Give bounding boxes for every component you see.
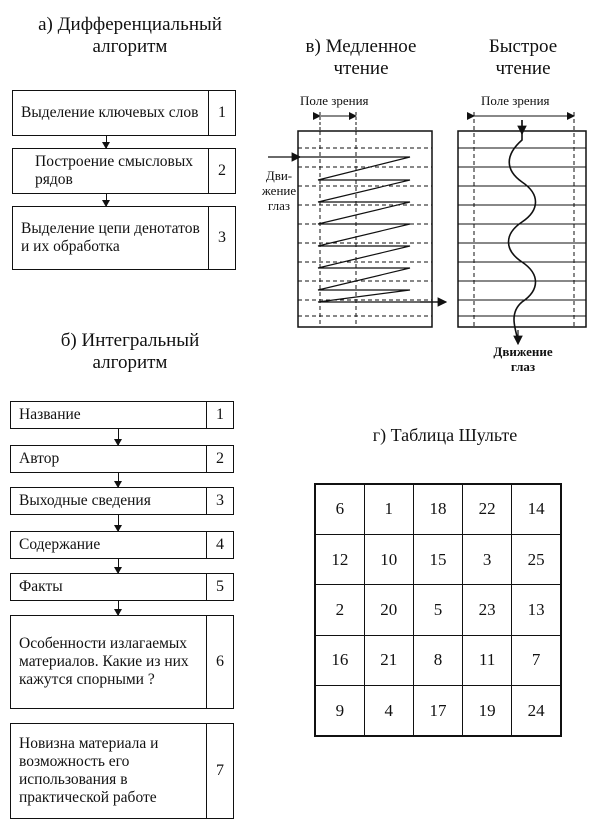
fast-eye-line1: Движение <box>493 344 553 359</box>
schulte-cell: 2 <box>315 585 364 635</box>
diff-step-1-num: 1 <box>208 91 235 135</box>
diff-step-3-text: Выделение цепи денотатов и их обработка <box>21 220 200 255</box>
slow-eye-line2: жение <box>261 183 297 198</box>
schulte-cell: 12 <box>315 534 364 584</box>
fast-title-line1: Быстрое <box>488 36 558 57</box>
schulte-table-body <box>315 484 561 736</box>
schulte-cell: 21 <box>364 635 413 685</box>
fast-reading-page <box>458 112 586 344</box>
schulte-table <box>314 483 562 737</box>
int-step-5-text: Факты <box>19 578 63 595</box>
schulte-cell: 5 <box>413 585 462 635</box>
schulte-cell: 11 <box>463 635 512 685</box>
diff-title-line1: а) Дифференциальный <box>38 14 222 35</box>
schulte-cell: 6 <box>315 484 364 534</box>
schulte-row <box>315 585 561 635</box>
schulte-cell: 24 <box>512 686 561 736</box>
fast-field-of-view-label: Поле зрения <box>481 93 550 108</box>
slow-title-line2: чтение <box>333 58 389 79</box>
int-step-6-text: Особенности излагаемых материалов. Какие из них кажутся спорными ? <box>19 635 189 688</box>
schulte-cell: 22 <box>463 484 512 534</box>
slow-reading-page <box>268 112 446 327</box>
schulte-cell: 10 <box>364 534 413 584</box>
int-title-line2: алгоритм <box>92 352 168 373</box>
diff-title-line2: алгоритм <box>92 36 168 57</box>
schulte-cell: 23 <box>463 585 512 635</box>
int-step-2-num: 2 <box>206 446 233 472</box>
schulte-cell: 4 <box>364 686 413 736</box>
schulte-cell: 16 <box>315 635 364 685</box>
fast-eye-line2: глаз <box>510 359 536 374</box>
diff-step-1-text: Выделение ключевых слов <box>21 104 199 121</box>
schulte-cell: 14 <box>512 484 561 534</box>
int-step-4-num: 4 <box>206 532 233 558</box>
int-step-1-num: 1 <box>206 402 233 428</box>
schulte-cell: 19 <box>463 686 512 736</box>
schulte-cell: 25 <box>512 534 561 584</box>
int-step-4-text: Содержание <box>19 536 101 553</box>
int-step-7-text: Новизна материала и возможность его использования в практической работе <box>19 735 159 806</box>
slow-field-of-view-label: Поле зрения <box>300 93 369 108</box>
slow-eye-line3: глаз <box>267 198 291 213</box>
schulte-row <box>315 635 561 685</box>
schulte-cell: 1 <box>364 484 413 534</box>
schulte-cell: 8 <box>413 635 462 685</box>
diff-step-3-num: 3 <box>208 207 235 269</box>
slow-eye-line1: Дви- <box>265 168 293 183</box>
schulte-cell: 13 <box>512 585 561 635</box>
schulte-row <box>315 484 561 534</box>
diff-step-2-text: Построение смысловых рядов <box>35 153 194 188</box>
int-step-7-num: 7 <box>206 724 233 818</box>
schulte-cell: 3 <box>463 534 512 584</box>
schulte-row <box>315 686 561 736</box>
int-step-6-num: 6 <box>206 616 233 708</box>
fast-title-line2: чтение <box>495 58 551 79</box>
int-step-1-text: Название <box>19 406 81 423</box>
schulte-cell: 15 <box>413 534 462 584</box>
int-step-5-num: 5 <box>206 574 233 600</box>
schulte-cell: 18 <box>413 484 462 534</box>
slow-title-line1: в) Медленное <box>305 36 417 57</box>
schulte-row <box>315 534 561 584</box>
schulte-cell: 17 <box>413 686 462 736</box>
schulte-cell: 9 <box>315 686 364 736</box>
int-step-3-num: 3 <box>206 488 233 514</box>
int-step-2-text: Автор <box>19 450 60 467</box>
schulte-table-title: г) Таблица Шульте <box>372 425 518 445</box>
int-step-3-text: Выходные сведения <box>19 492 151 509</box>
schulte-cell: 20 <box>364 585 413 635</box>
int-title-line1: б) Интегральный <box>60 330 200 351</box>
schulte-cell: 7 <box>512 635 561 685</box>
diff-step-2-num: 2 <box>208 149 235 193</box>
